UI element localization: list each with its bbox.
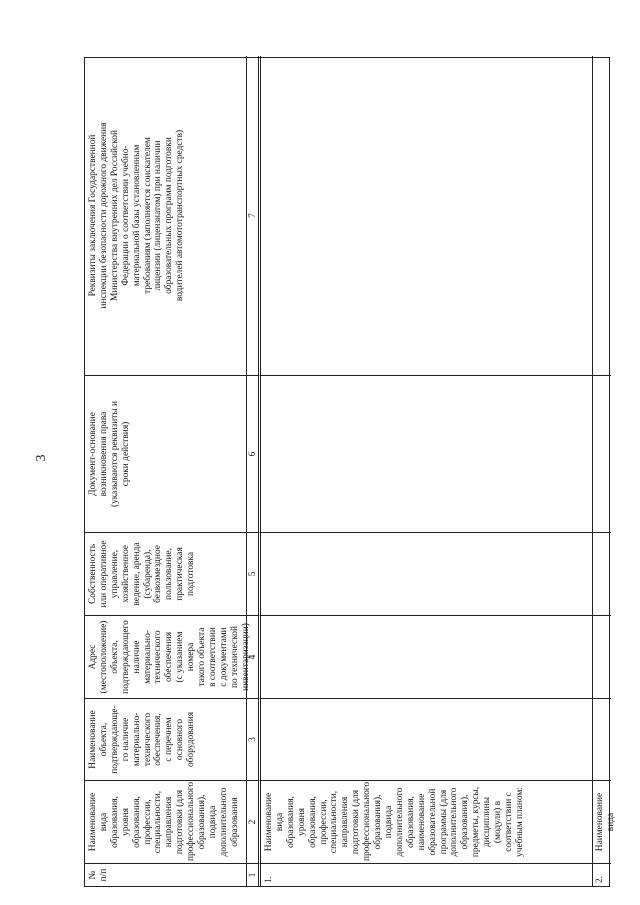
header-col-4: Адрес (местоположение) объекта, подтверждающего наличие материально- технического обеспечения (с указанием номера такого объекта в соответствии с документами по технической инвентаризации) [85, 615, 247, 698]
row-2-col-6 [593, 375, 611, 532]
column-number-3: 3 [247, 698, 261, 780]
header-col-5: Собственность или оперативное управление, хозяйственное ведение, аренда (субаренда), безвозмездное пользование, практическая подготовка [85, 532, 247, 615]
rotated-table-frame [84, 57, 616, 887]
row-1-number: 1. [261, 863, 593, 886]
material-base-table [84, 57, 616, 887]
row-1-col-4 [261, 615, 593, 698]
header-col-7: Реквизиты заключения Государственной инспекции безопасности дорожного движения Министерства внутренних дел Российской Федерации о соответствии учебно- материальной базы установленным требованиям (заполняется соискателем лицензии (лицензиатом) при наличии образовательных программ подготовки водителей автомототранспортных средств) [85, 56, 247, 375]
row-1-name: Наименование вида образования, уровня образования, профессии, специальности, направления подготовки (для профессионального образования), подвида дополнительного образования, наименование образовательной программы (для дополнительного образования), предметы, курсы, дисциплины (модули) в соответствии с учебным планом: [261, 780, 593, 863]
row-2-col-7 [593, 56, 611, 375]
row-1-col-3 [261, 698, 593, 780]
row-2-col-5 [593, 532, 611, 615]
header-col-3: Наименование объекта, подтверждающе- го наличие материально- технического обеспечения, с перечнем основного оборудования [85, 698, 247, 780]
header-col-2: Наименование вида образования, уровня образования, профессии, специальности, направления подготовки (для профессионального образования), подвида дополнительного образования [85, 780, 247, 863]
header-col-1: № п/п [85, 863, 247, 886]
column-number-5: 5 [247, 532, 261, 615]
header-col-6: Документ-основание возникновения права (указываются реквизиты и сроки действия) [85, 375, 247, 532]
column-number-4: 4 [247, 615, 261, 698]
row-2-col-3 [593, 698, 611, 780]
row-2-number: 2. [593, 863, 611, 886]
row-1-col-7 [261, 56, 593, 375]
row-2-col-4 [593, 615, 611, 698]
column-number-7: 7 [247, 56, 261, 375]
page-number: 3 [34, 454, 49, 462]
row-1-col-6 [261, 375, 593, 532]
column-number-6: 6 [247, 375, 261, 532]
column-number-1: 1 [247, 863, 261, 886]
row-2-name: Наименование вида [593, 780, 611, 863]
column-number-2: 2 [247, 780, 261, 863]
row-1-col-5 [261, 532, 593, 615]
